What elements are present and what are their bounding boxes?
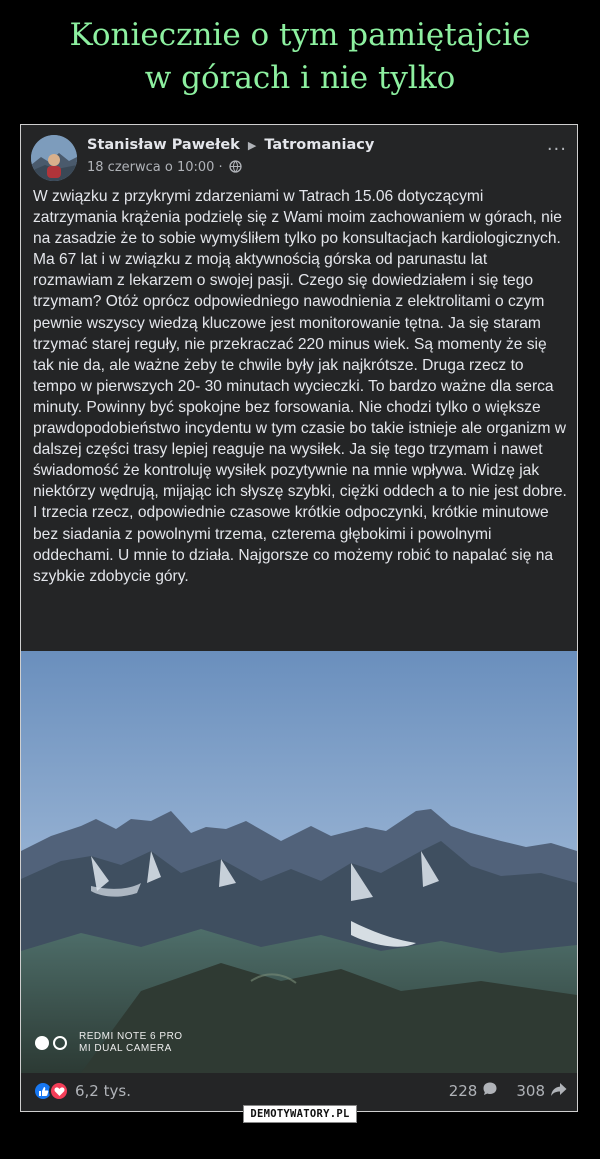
watermark-line-2: MI DUAL CAMERA (79, 1043, 172, 1054)
mountain-landscape-image (21, 651, 577, 1073)
globe-icon (229, 160, 242, 177)
watermark-line-1: REDMI NOTE 6 PRO (79, 1031, 183, 1042)
group-name[interactable]: Tatromaniacy (264, 137, 375, 153)
reactions-summary[interactable] (33, 1081, 131, 1101)
watermark-text (79, 1031, 183, 1055)
avatar-photo (31, 135, 77, 181)
dual-camera-icon-outline (53, 1036, 67, 1050)
post-meta (87, 160, 242, 177)
camera-watermark (35, 1031, 183, 1055)
author-name[interactable]: Stanisław Pawełek (87, 137, 240, 153)
comments-count[interactable]: 228 (448, 1082, 478, 1100)
share-icon (550, 1082, 567, 1101)
caret-right-icon: ▶ (247, 139, 257, 152)
post-photo[interactable] (21, 651, 577, 1073)
post-header (31, 135, 567, 181)
post-date[interactable]: 18 czerwca o 10:00 · (87, 160, 223, 175)
comment-icon (482, 1081, 498, 1101)
post-author-line (87, 137, 374, 153)
reactions-count: 6,2 tys. (75, 1082, 131, 1100)
page-title (0, 14, 600, 100)
shares-count[interactable]: 308 (516, 1082, 545, 1100)
love-icon (49, 1081, 69, 1101)
more-options-button[interactable]: ··· (546, 139, 567, 160)
dual-camera-icon (35, 1036, 49, 1050)
post-text: W związku z przykrymi zdarzeniami w Tatrach 15.06 dotyczącymi zatrzymania krążenia podzielę się z Wami moim zachowaniem w górach, nie na zasadzie że to sobie wymyśliłem tylko po konsultacjach kardiologicznych. Ma 67 lat i w związku z moją aktywnością górska od parunastu lat rozmawiam z lekarzem o swojej pasji. Czego się dowiedziałem i się tego trzymam? Otóż oprócz odpowiedniego nawodnienia z elektrolitami o czym pewnie wszyscy wiedzą kluczowe jest monitorowanie tętna. Ja się staram trzymać starej reguły, nie przekraczać 220 minus wiek. Są momenty że się tak nie da, ale ważne żeby te chwile były jak najkrótsze. Druga rzecz to tempo w pierwszych 20- 30 minutach wycieczki. To bardzo ważne dla serca minuty. Powinny być spokojne bez forsowania. Nie chodzi tylko o większe prawdopodobieństwo incydentu w tym czasie bo takie istnieje ale organizm w dalszej części trasy lepiej reaguje na wysiłek. Ja się tego trzymam i nawet świadomość że kontroluję wysiłek pozytywnie na mnie wpływa. Widzę jak niektórzy wędrują, mijając ich słyszę szybki, ciężki oddech a to nie jest dobre. I trzecia rzecz, odpowiednie czasowe krótkie odpoczynki, krótkie minutowe bez siadania z powolnymi trzema, czterema głębokimi i powolnymi oddechami. U mnie to działa. Najgorsze co możemy robić to napalać się na szybkie zdobycie góry. (33, 188, 567, 585)
avatar[interactable] (31, 135, 77, 181)
title-line-1: Koniecznie o tym pamiętajcie (69, 17, 531, 53)
demotywatory-badge[interactable]: DEMOTYWATORY.PL (243, 1105, 357, 1123)
engagement-stats (449, 1081, 567, 1101)
title-line-2: w górach i nie tylko (144, 60, 456, 96)
post-card (20, 124, 578, 1112)
